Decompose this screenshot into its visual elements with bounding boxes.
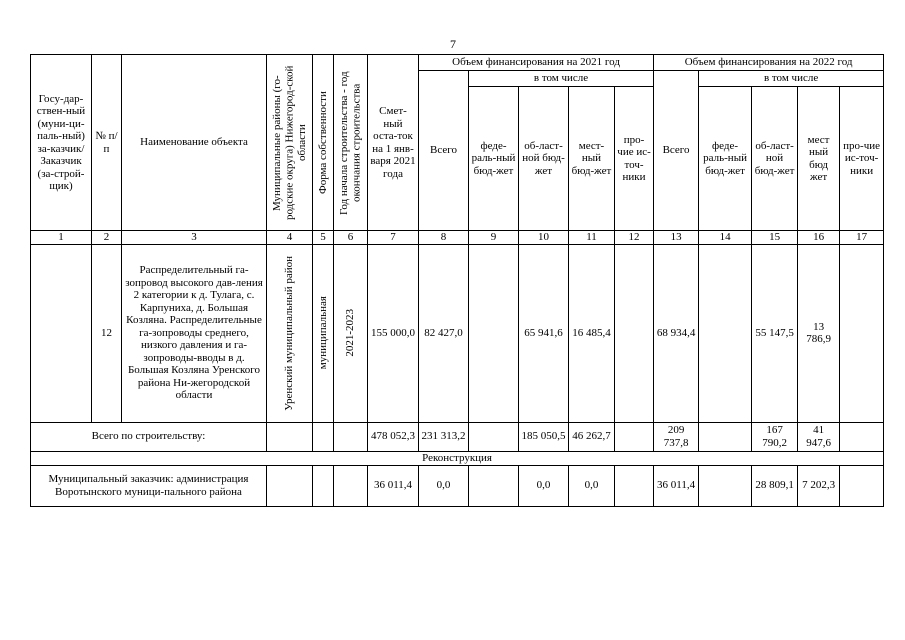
total-regional-2022: 167 790,2 [752, 422, 798, 451]
column-number: 6 [334, 231, 368, 245]
header-other-2021: про-чие ис-точ-ники [615, 87, 654, 231]
column-number: 17 [840, 231, 884, 245]
customer-label: Муниципальный заказчик: администрация Воротынского муници-пального района [31, 465, 267, 506]
column-number: 1 [31, 231, 92, 245]
object-name: Распределительный га-зопровод высокого дав-ления 2 категории к д. Тулага, с. Карпуниха, д. Большая Козляна. Распределительные га-зопроводы среднего, низкого давления и га-зопроводы-вводы в д. Большая Козляна Уренского района Ни-жегородской области [122, 244, 267, 422]
header-regional-2022: об-ласт-ной бюд-жет [752, 87, 798, 231]
header-customer: Госу-дар-ствен-ный (муни-ци-паль-ный) за-казчик/ Заказчик (за-строй-щик) [31, 55, 92, 231]
customer-local-2022: 7 202,3 [798, 465, 840, 506]
column-number: 13 [654, 231, 699, 245]
object-local-2022: 13 786,9 [798, 244, 840, 422]
object-estimate: 155 000,0 [368, 244, 419, 422]
column-numbers-row [31, 231, 884, 245]
customer-regional-2021: 0,0 [519, 465, 569, 506]
header-incl-2022: в том числе [699, 71, 884, 87]
section-reconstruction: Реконструкция [31, 451, 884, 465]
total-local-2021: 46 262,7 [569, 422, 615, 451]
customer-row [31, 465, 884, 506]
object-other-2021 [615, 244, 654, 422]
object-regional-2021: 65 941,6 [519, 244, 569, 422]
object-num: 12 [92, 244, 122, 422]
header-total-2022: Всего [654, 71, 699, 231]
header-federal-2021: феде-раль-ный бюд-жет [469, 87, 519, 231]
header-estimate: Смет-ный оста-ток на 1 янв-варя 2021 года [368, 55, 419, 231]
header-regional-2021: об-ласт-ной бюд-жет [519, 87, 569, 231]
total-local-2022: 41 947,6 [798, 422, 840, 451]
object-total-2022: 68 934,4 [654, 244, 699, 422]
header-incl-2021: в том числе [469, 71, 654, 87]
object-other-2022 [840, 244, 884, 422]
object-district: Уренский муниципальный район [267, 244, 313, 422]
column-number: 5 [313, 231, 334, 245]
header-other-2022: про-чие ис-точ-ники [840, 87, 884, 231]
column-number: 15 [752, 231, 798, 245]
column-number: 3 [122, 231, 267, 245]
header-districts: Муниципальные районы (го-родские округа) Нижегород-ской области [267, 55, 313, 231]
header-num: № п/п [92, 55, 122, 231]
object-total-2021: 82 427,0 [419, 244, 469, 422]
object-local-2021: 16 485,4 [569, 244, 615, 422]
object-regional-2022: 55 147,5 [752, 244, 798, 422]
object-years: 2021-2023 [334, 244, 368, 422]
column-number: 14 [699, 231, 752, 245]
header-object-name: Наименование объекта [122, 55, 267, 231]
header-years: Год начала строительства - год окончания строительства [334, 55, 368, 231]
object-federal-2021 [469, 244, 519, 422]
column-number: 4 [267, 231, 313, 245]
customer-estimate: 36 011,4 [368, 465, 419, 506]
total-estimate: 478 052,3 [368, 422, 419, 451]
column-number: 10 [519, 231, 569, 245]
header-financing-2022: Объем финансирования на 2022 год [654, 55, 884, 71]
column-number: 7 [368, 231, 419, 245]
header-federal-2022: феде-раль-ный бюд-жет [699, 87, 752, 231]
object-federal-2022 [699, 244, 752, 422]
header-total-2021: Всего [419, 71, 469, 231]
total-2022: 209 737,8 [654, 422, 699, 451]
customer-regional-2022: 28 809,1 [752, 465, 798, 506]
construction-total-row [31, 422, 884, 451]
total-regional-2021: 185 050,5 [519, 422, 569, 451]
customer-total-2022: 36 011,4 [654, 465, 699, 506]
column-number: 9 [469, 231, 519, 245]
header-financing-2021: Объем финансирования на 2021 год [419, 55, 654, 71]
column-number: 2 [92, 231, 122, 245]
page-number: 7 [450, 37, 456, 51]
object-row [31, 244, 884, 422]
column-number: 8 [419, 231, 469, 245]
column-number: 11 [569, 231, 615, 245]
header-local-2022: мест ный бюд жет [798, 87, 840, 231]
construction-total-label: Всего по строительству: [31, 422, 267, 451]
total-2021: 231 313,2 [419, 422, 469, 451]
header-local-2021: мест-ный бюд-жет [569, 87, 615, 231]
header-ownership: Форма собственности [313, 55, 334, 231]
column-number: 16 [798, 231, 840, 245]
column-number: 12 [615, 231, 654, 245]
customer-total-2021: 0,0 [419, 465, 469, 506]
customer-local-2021: 0,0 [569, 465, 615, 506]
financing-table [30, 54, 884, 507]
object-ownership: муниципальная [313, 244, 334, 422]
object-customer [31, 244, 92, 422]
